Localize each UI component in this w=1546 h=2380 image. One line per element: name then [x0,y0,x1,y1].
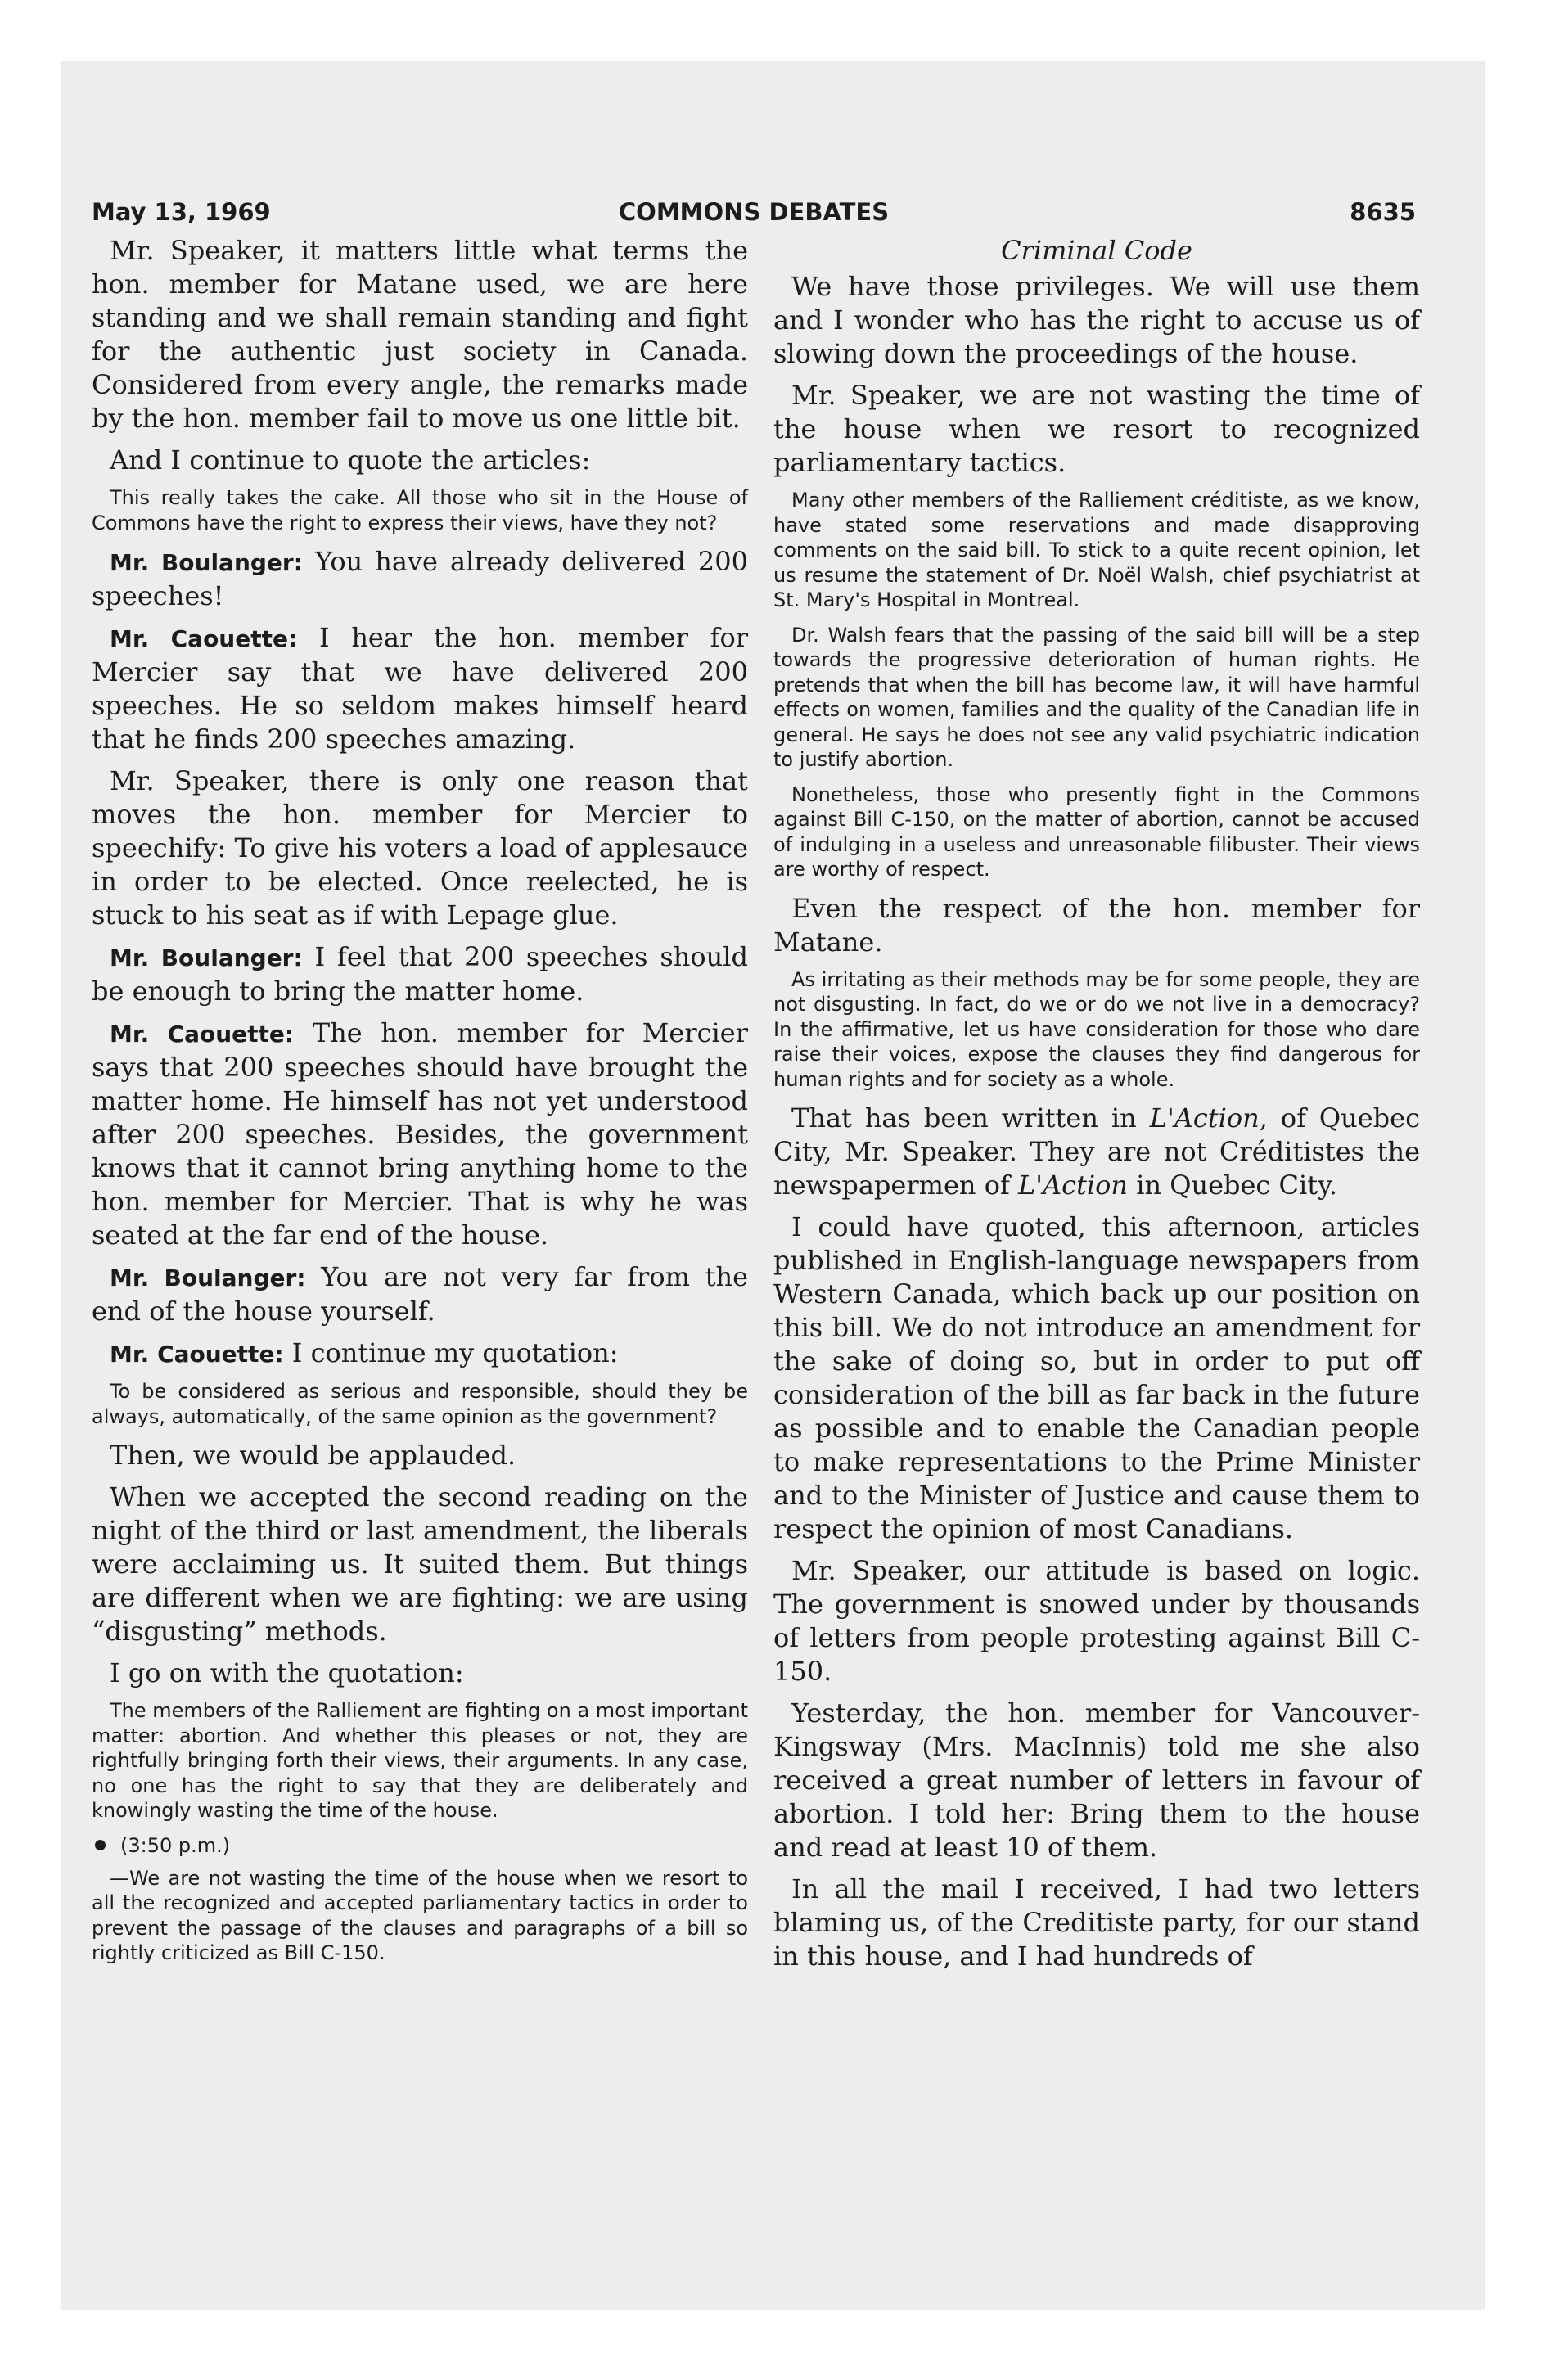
speaker-text: I continue my quotation: [283,1337,619,1368]
text-run: in Quebec City. [1128,1170,1338,1201]
speaker-text: You are not very far from the end of the house yourself. [92,1261,749,1327]
time-stamp [92,1833,748,1858]
publication-name: L'Action [1149,1102,1260,1134]
paragraph: I go on with the quotation: [110,1657,464,1688]
text-run: , of Quebec City, Mr. Speaker. They are not Créditistes the newspapermen of [773,1102,1421,1201]
speaker-name: Mr. Boulanger: [110,944,303,971]
paragraph: We have those privileges. We will use them and I wonder who has the right to accuse us of slowing down the proceedings of the house. [773,271,1420,369]
speaker-paragraph [92,1016,748,1252]
speaker-name: Mr. Boulanger: [110,1264,306,1291]
header-date: May 13, 1969 [92,198,271,226]
speaker-paragraph [92,1260,748,1328]
speaker-text: You have already delivered 200 speeches! [92,546,748,611]
paragraph: And I continue to quote the articles: [110,444,591,476]
right-column [773,232,1420,1981]
speaker-paragraph [92,621,748,756]
left-column [92,234,748,1976]
header-page-number: 8635 [1350,198,1416,226]
speaker-name: Mr. Caouette: [110,1021,295,1048]
quotation: The members of the Ralliement are fighting on a most important matter: abortion. And whether this pleases or not, they are rightfully bringing forth their views, their arguments. In any case, no one has the right to say that they are deliberately and knowingly wasting the time of the house. [92,1699,748,1822]
speaker-paragraph [92,940,748,1008]
header-title: COMMONS DEBATES [618,198,890,226]
paragraph: Mr. Speaker, our attitude is based on logic. The government is snowed under by thousands of letters from people protesting against Bill C-150. [773,1555,1420,1687]
quotation: Many other members of the Ralliement créditiste, as we know, have stated some reservations and made disapproving comments on the said bill. To stick to a quite recent opinion, let us resume the statement of Dr. Noël Walsh, chief psychiatrist at St. Mary's Hospital in Montreal. [773,489,1420,611]
paragraph: Mr. Speaker, it matters little what terms the hon. member for Matane used, we are here standing and we shall remain standing and fight for the authentic just society in Canada. Considered from every angle, the remarks made by the hon. member fail to move us one little bit. [92,235,748,434]
quotation: As irritating as their methods may be for some people, they are not disgusting. In fact, do we or do we not live in a democracy? In the affirmative, let us have consideration for those who dare raise their voices, expose the clauses they find dangerous for human rights and for society as a whole. [773,967,1420,1091]
paragraph: Mr. Speaker, we are not wasting the time of the house when we resort to recognized parliamentary tactics. [773,380,1420,478]
paragraph: In all the mail I received, I had two letters blaming us, of the Creditiste party, for our stand in this house, and I had hundreds of [773,1873,1420,1972]
quotation: This really takes the cake. All those who sit in the House of Commons have the right to express their views, have they not? [92,486,748,534]
speaker-name: Mr. Caouette: [110,1341,284,1368]
paragraph: Then, we would be applauded. [110,1440,516,1471]
speaker-name: Mr. Caouette: [110,625,298,652]
paragraph [773,1102,1420,1202]
paragraph: Yesterday, the hon. member for Vancouver-Kingsway (Mrs. MacInnis) told me she also received a great number of letters in favour of abortion. I told her: Bring them to the house and read at least 10 of them. [773,1697,1420,1863]
time-text: (3:50 p.m.) [120,1833,231,1857]
paragraph: Even the respect of the hon. member for Matane. [773,892,1420,958]
quotation: Nonetheless, those who presently fight in the Commons against Bill C-150, on the matter of abortion, cannot be accused of indulging in a useless and unreasonable filibuster. Their views are worthy of respect. [773,782,1420,881]
speaker-text: The hon. member for Mercier says that 200 speeches should have brought the matter home. He himself has not yet understood after 200 speeches. Besides, the government knows that it cannot bring anything home to the hon. member for Mercier. That is why he was seated at the far end of the house. [92,1017,749,1251]
speaker-text: I feel that 200 speeches should be enough to bring the matter home. [92,941,749,1007]
bullet-icon [95,1840,106,1850]
quotation: To be considered as serious and responsible, should they be always, automatically, of the same opinion as the government? [92,1380,748,1428]
paragraph: Mr. Speaker, there is only one reason that moves the hon. member for Mercier to speechify: To give his voters a load of applesauce in order to be elected. Once reelected, he is stuck to his seat as if with Lepage glue. [92,765,748,931]
speaker-name: Mr. Boulanger: [110,549,303,576]
paragraph: When we accepted the second reading on the night of the third or last amendment, the liberals were acclaiming us. It suited them. But things are different when we are fighting: we are using “disgusting” methods. [92,1481,748,1647]
speaker-paragraph [92,1336,748,1371]
speaker-text: I hear the hon. member for Mercier say that we have delivered 200 speeches. He so seldom makes himself heard that he finds 200 speeches amazing. [92,622,749,755]
paragraph: I could have quoted, this afternoon, articles published in English-language newspapers from Western Canada, which back up our position on this bill. We do not introduce an amendment for the sake of doing so, but in order to put off consideration of the bill as far back in the future as possible and to enable the Canadian people to make representations to the Prime Minister and to the Minister of Justice and cause them to respect the opinion of most Canadians. [773,1211,1420,1544]
text-run: That has been written in [791,1102,1150,1134]
quotation: Dr. Walsh fears that the passing of the said bill will be a step towards the progressive deterioration of human rights. He pretends that when the bill has become law, it will have harmful effects on women, families and the quality of the Canadian life in general. He says he does not see any valid psychiatric indication to justify abortion. [773,623,1420,771]
publication-name: L'Action [1017,1170,1129,1201]
page-header [92,198,1416,231]
speaker-paragraph [92,545,748,613]
section-subhead: Criminal Code [1001,235,1192,266]
quotation: —We are not wasting the time of the house when we resort to all the recognized and accepted parliamentary tactics in order to prevent the passage of the clauses and paragraphs of a bill so rightly criticized as Bill C-150. [92,1866,748,1964]
